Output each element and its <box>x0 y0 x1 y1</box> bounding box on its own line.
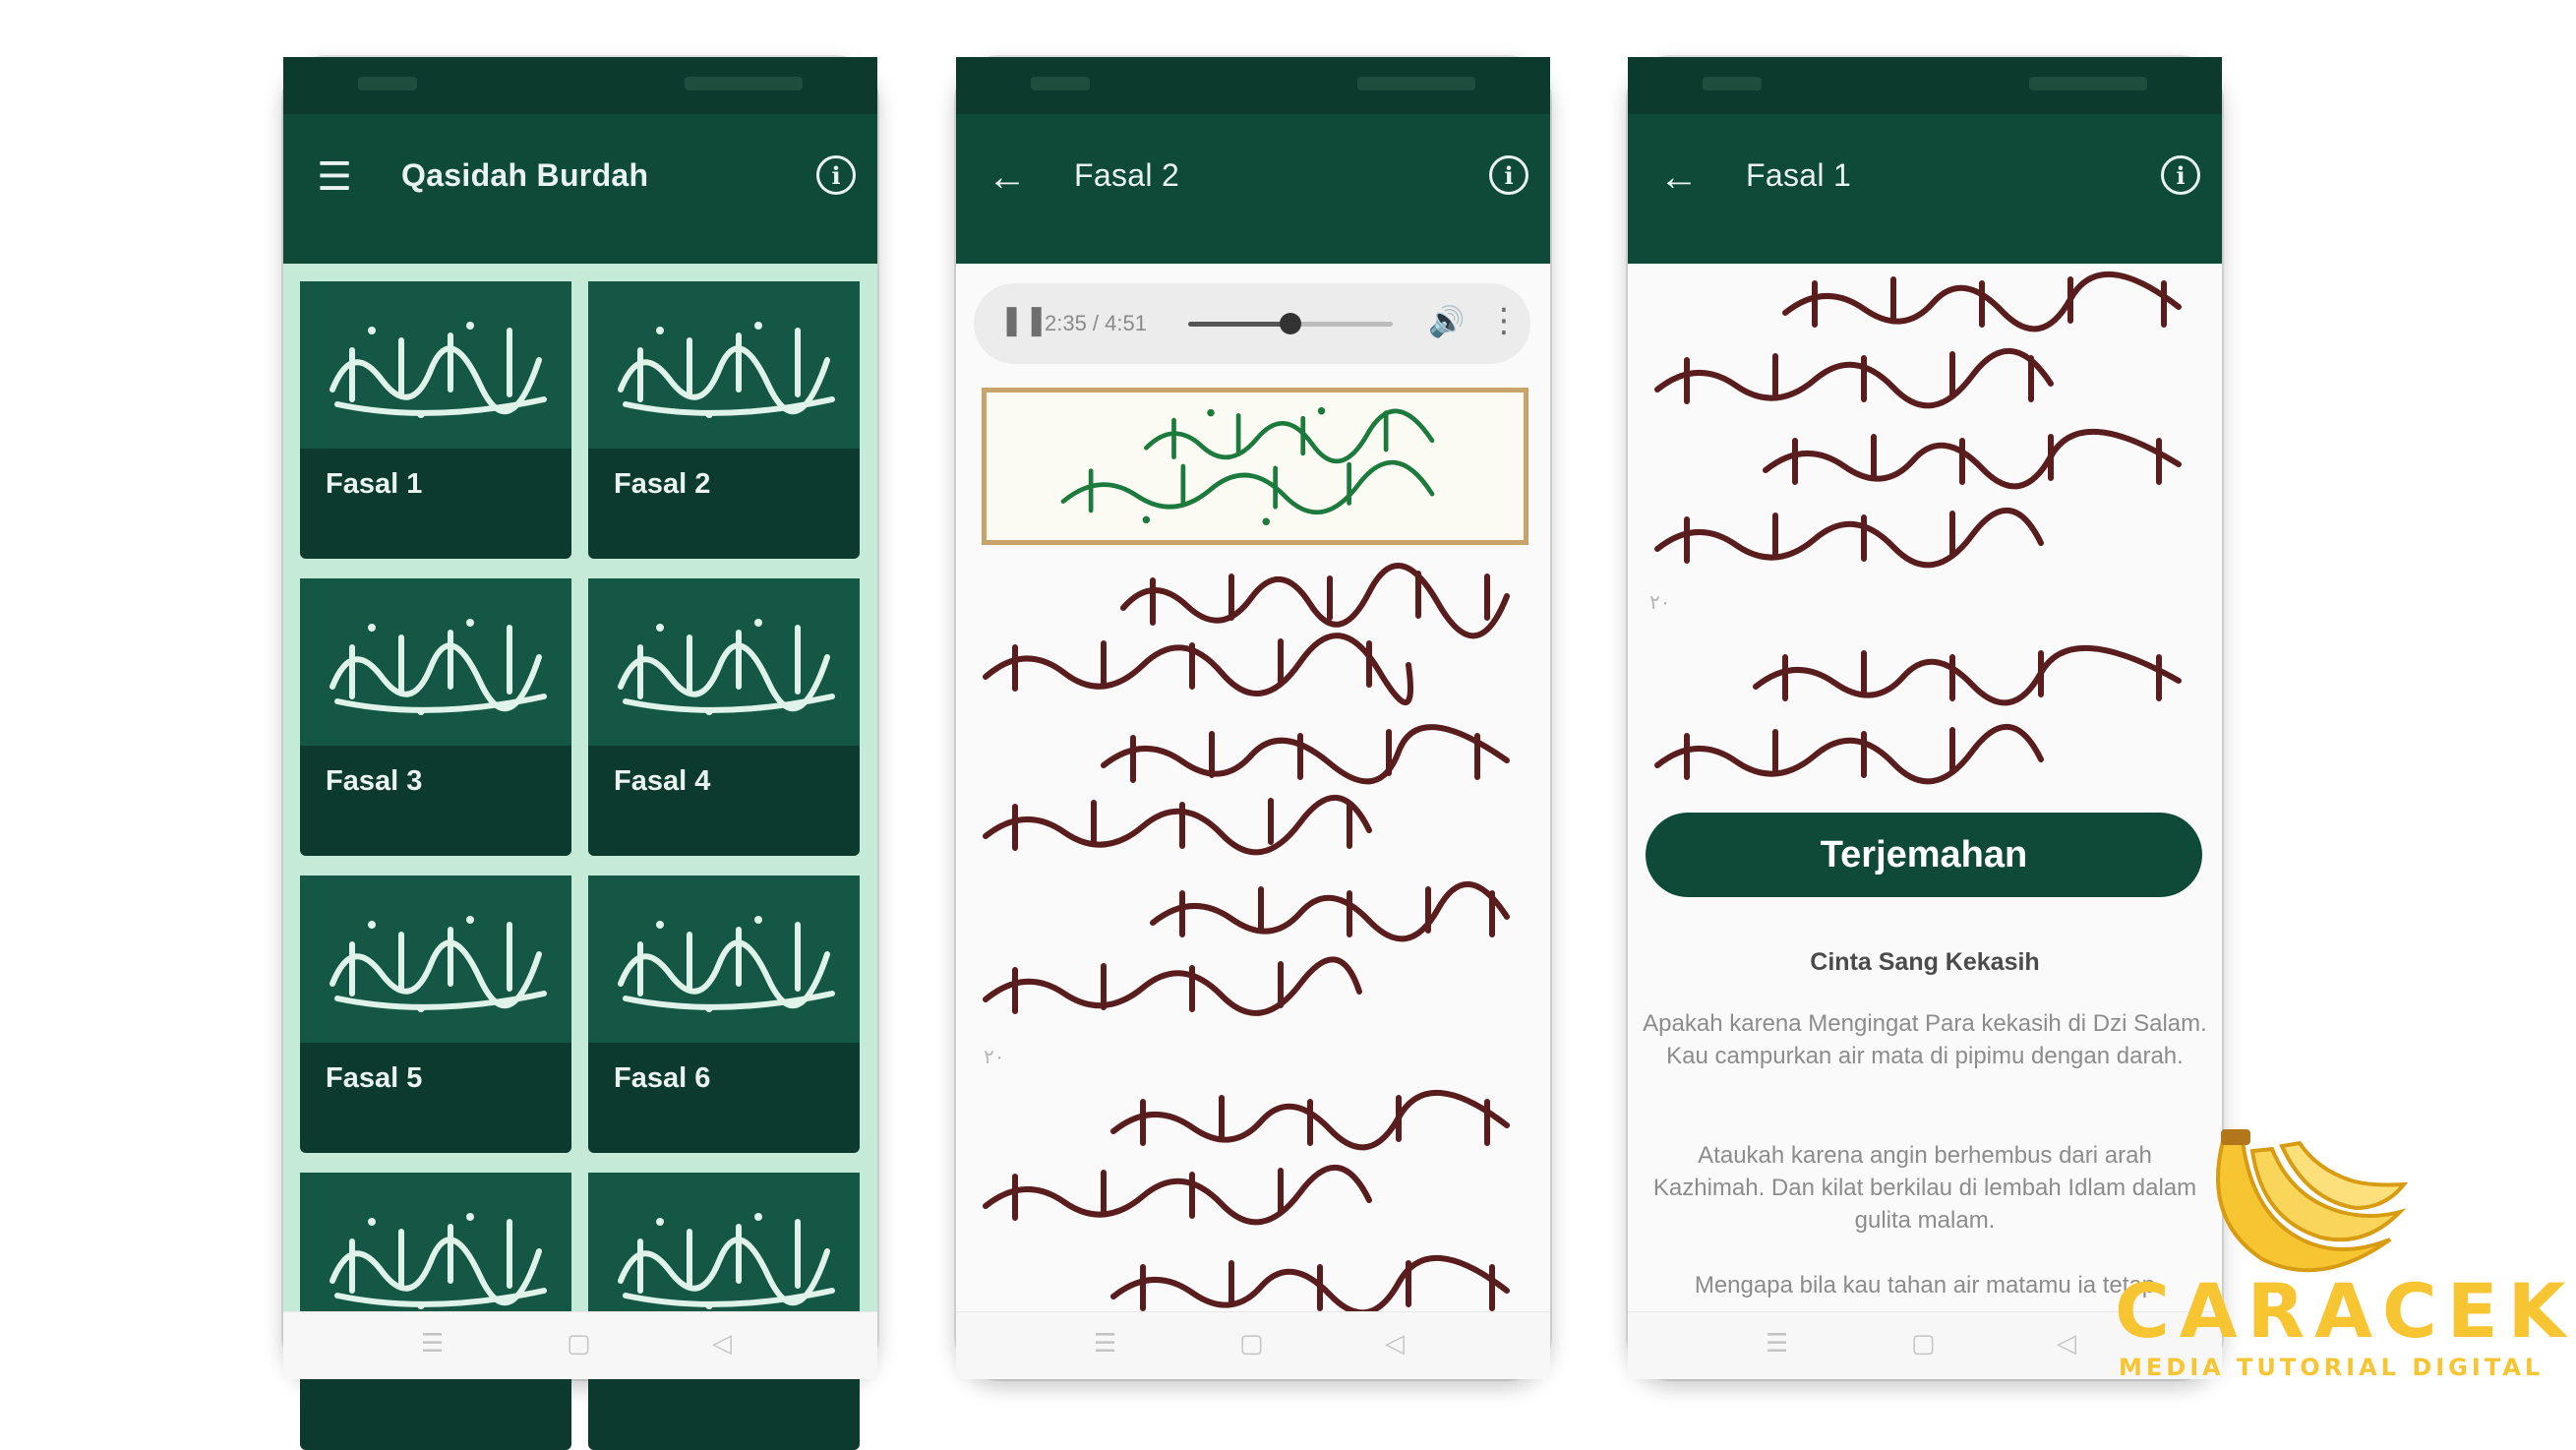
calligraphy-banner <box>588 281 860 449</box>
phone-main-menu <box>283 57 877 1379</box>
fasal-card-2[interactable] <box>588 281 860 559</box>
home-icon[interactable]: ▢ <box>1911 1328 1936 1358</box>
calligraphy-icon <box>313 598 559 726</box>
recent-apps-icon[interactable]: ☰ <box>1094 1328 1117 1358</box>
caracek-logo <box>2105 1121 2576 1417</box>
card-label: Fasal 5 <box>326 1062 423 1094</box>
calligraphy-icon <box>601 598 847 726</box>
back-arrow-icon[interactable]: ← <box>988 154 1027 199</box>
banana-icon <box>2193 1121 2410 1289</box>
hamburger-menu-icon[interactable]: ☰ <box>317 155 352 199</box>
arabic-text-image <box>1628 264 2222 795</box>
calligraphy-banner <box>588 876 860 1043</box>
arabic-verses <box>1628 264 2222 795</box>
verse-number-badge: ٢٠ <box>984 1047 1005 1068</box>
status-bar <box>1628 57 2222 114</box>
calligraphy-banner <box>588 578 860 746</box>
calligraphy-icon <box>601 1192 847 1320</box>
info-icon[interactable]: i <box>2161 155 2200 195</box>
translation-title: Cinta Sang Kekasih <box>1810 948 2040 976</box>
terjemahan-button[interactable]: Terjemahan <box>1646 813 2202 897</box>
calligraphy-icon <box>313 895 559 1023</box>
playback-time: 2:35 / 4:51 <box>1045 311 1147 335</box>
opening-calligraphy-image <box>987 393 1524 540</box>
info-icon[interactable]: i <box>1489 155 1528 195</box>
translation-paragraph: Ataukah karena angin berhembus dari arah Kazhimah. Dan kilat berkilau di lembah Idlam dalam gulita malam. <box>1652 1142 2197 1234</box>
calligraphy-banner <box>300 281 571 449</box>
brand-tagline: MEDIA TUTORIAL DIGITAL <box>2119 1354 2545 1381</box>
fasal-card-6[interactable] <box>588 876 860 1153</box>
calligraphy-icon <box>601 301 847 429</box>
page-title: Fasal 1 <box>1746 157 1852 193</box>
system-nav-bar <box>956 1311 1550 1379</box>
back-arrow-icon[interactable]: ← <box>1659 154 1699 199</box>
fasal-card-5[interactable] <box>300 876 571 1153</box>
page-title: Qasidah Burdah <box>401 157 649 193</box>
home-icon[interactable]: ▢ <box>567 1328 591 1358</box>
recent-apps-icon[interactable]: ☰ <box>1766 1328 1789 1358</box>
card-label: Fasal 4 <box>614 765 711 797</box>
nav-back-icon[interactable]: ◁ <box>2057 1328 2076 1358</box>
system-nav-bar <box>283 1311 877 1379</box>
fasal-card-1[interactable] <box>300 281 571 559</box>
arabic-verses <box>956 569 1550 1375</box>
app-bar <box>1628 114 2222 264</box>
brand-name: CARACEK <box>2115 1267 2576 1355</box>
nav-back-icon[interactable]: ◁ <box>712 1328 732 1358</box>
phone-fasal-2 <box>956 57 1550 1379</box>
seek-handle[interactable] <box>1280 313 1301 334</box>
page-title: Fasal 2 <box>1074 157 1180 193</box>
calligraphy-icon <box>601 895 847 1023</box>
card-label: Fasal 3 <box>326 765 423 797</box>
card-label: Fasal 6 <box>614 1062 711 1094</box>
pause-icon[interactable]: ❚❚ <box>999 304 1049 336</box>
recent-apps-icon[interactable]: ☰ <box>421 1328 445 1358</box>
volume-icon[interactable]: 🔊 <box>1428 306 1466 338</box>
more-options-icon[interactable]: ⋮ <box>1487 302 1521 339</box>
home-icon[interactable]: ▢ <box>1239 1328 1264 1358</box>
calligraphy-frame <box>982 388 1528 545</box>
card-label: Fasal 2 <box>614 468 711 500</box>
status-bar <box>283 57 877 114</box>
seek-bar[interactable] <box>1188 322 1393 327</box>
fasal-card-3[interactable] <box>300 578 571 856</box>
app-bar <box>283 114 877 264</box>
calligraphy-icon <box>313 301 559 429</box>
calligraphy-banner <box>300 578 571 746</box>
arabic-text-image <box>956 569 1550 1375</box>
app-bar <box>956 114 1550 264</box>
translation-paragraph: Mengapa bila kau tahan air matamu ia tetap <box>1694 1272 2156 1299</box>
fasal-card-4[interactable] <box>588 578 860 856</box>
nav-back-icon[interactable]: ◁ <box>1385 1328 1405 1358</box>
status-bar <box>956 57 1550 114</box>
seek-fill <box>1188 322 1290 327</box>
verse-number-badge: ٢٠ <box>1649 592 1671 614</box>
translation-paragraph: Apakah karena Mengingat Para kekasih di Dzi Salam. Kau campurkan air mata di pipimu dengan darah. <box>1643 1010 2207 1069</box>
info-icon[interactable]: i <box>816 155 856 195</box>
fasal-grid <box>283 264 877 1356</box>
calligraphy-banner <box>300 876 571 1043</box>
calligraphy-icon <box>313 1192 559 1320</box>
audio-player <box>974 283 1530 364</box>
card-label: Fasal 1 <box>326 468 423 500</box>
